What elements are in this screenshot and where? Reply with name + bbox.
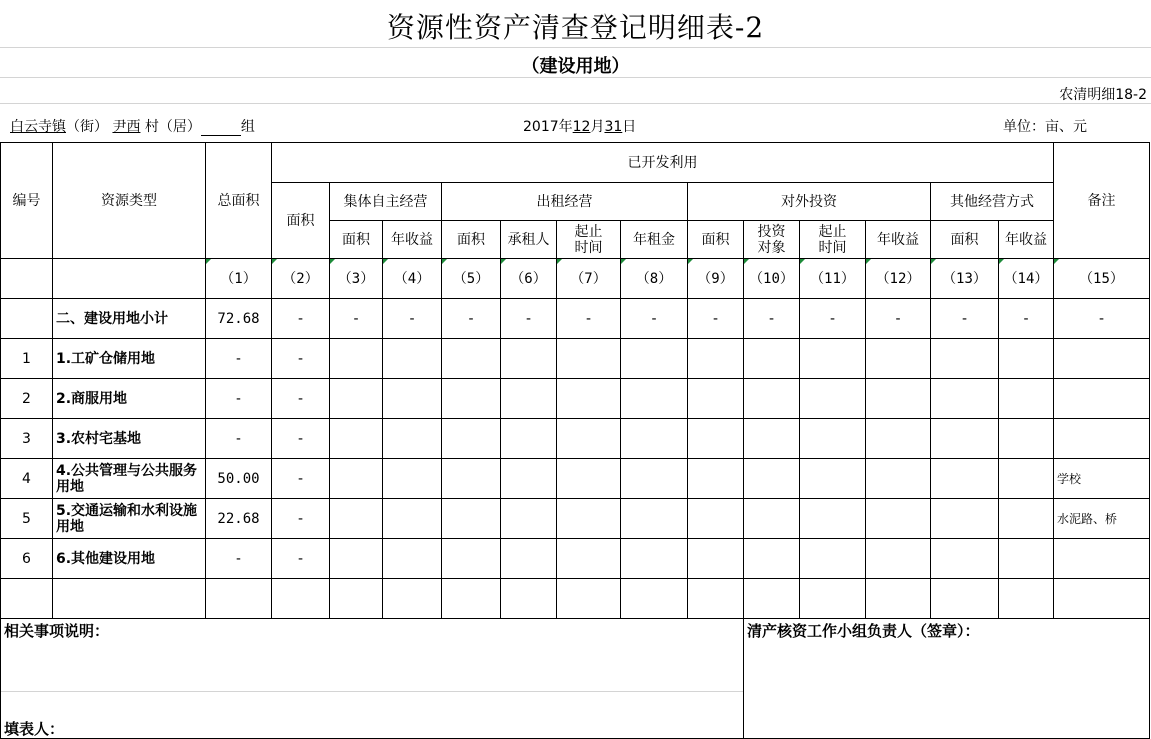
cell[interactable]	[557, 379, 621, 419]
subtotal-value: -	[501, 299, 557, 339]
row-area: -	[272, 539, 330, 579]
cell[interactable]	[442, 579, 501, 619]
header-inv-period-line1: 起止	[818, 223, 847, 240]
header-inv-target-line2: 对象	[757, 239, 786, 256]
column-number-row	[1, 259, 1150, 299]
cell[interactable]	[931, 459, 999, 499]
cell[interactable]	[931, 379, 999, 419]
cell[interactable]	[999, 459, 1054, 499]
row-id: 6	[1, 539, 53, 579]
row-type: 3.农村宅基地	[53, 419, 206, 459]
notes-label: 相关事项说明：	[4, 622, 110, 640]
filler-label: 填表人：	[4, 720, 65, 738]
cell[interactable]	[442, 539, 501, 579]
cell[interactable]	[442, 379, 501, 419]
cell[interactable]	[866, 459, 931, 499]
header-total: 总面积	[206, 143, 272, 259]
date-day-suffix: 日	[622, 119, 637, 135]
header-lessee: 承租人	[501, 221, 557, 259]
responsible-label: 清产核资工作小组负责人（签章）：	[747, 622, 980, 640]
subtotal-value: -	[800, 299, 866, 339]
row-total: -	[206, 539, 272, 579]
date-month-suffix: 月	[590, 119, 605, 135]
cell[interactable]	[501, 499, 557, 539]
cell[interactable]	[330, 579, 383, 619]
table-row	[1, 539, 1150, 579]
cell[interactable]	[383, 419, 442, 459]
cell[interactable]	[501, 459, 557, 499]
cell[interactable]	[501, 379, 557, 419]
cell[interactable]	[383, 579, 442, 619]
row-remark	[1054, 339, 1150, 379]
row-total: -	[206, 339, 272, 379]
subtotal-value: -	[931, 299, 999, 339]
header-inv-income: 年收益	[866, 221, 931, 259]
cell[interactable]	[800, 579, 866, 619]
responsible-cell[interactable]	[744, 619, 1150, 739]
table-row	[1, 339, 1150, 379]
cell[interactable]	[688, 339, 744, 379]
header-inv-target-line1: 投资	[757, 223, 786, 240]
cell[interactable]	[866, 539, 931, 579]
date-month: 12	[572, 119, 591, 135]
row-area: -	[272, 499, 330, 539]
table-row	[1, 459, 1150, 499]
header-lease-period-line1: 起止	[574, 223, 603, 240]
notes-cell[interactable]	[1, 619, 744, 739]
cell[interactable]	[999, 539, 1054, 579]
header-invest: 对外投资	[688, 183, 931, 221]
cell[interactable]	[442, 419, 501, 459]
cell[interactable]	[621, 379, 688, 419]
subtotal-value: -	[442, 299, 501, 339]
row-total: -	[206, 419, 272, 459]
row-type: 5.交通运输和水利设施用地	[53, 499, 206, 539]
cell[interactable]	[866, 379, 931, 419]
cell[interactable]	[330, 499, 383, 539]
row-type: 1.工矿仓储用地	[53, 339, 206, 379]
grid-line	[0, 103, 1151, 104]
header-self-op: 集体自主经营	[330, 183, 442, 221]
cell[interactable]	[383, 459, 442, 499]
cell[interactable]	[442, 339, 501, 379]
header-other: 其他经营方式	[931, 183, 1054, 221]
cell[interactable]	[931, 579, 999, 619]
cell[interactable]	[557, 539, 621, 579]
col-number: （15）	[1054, 259, 1150, 299]
cell[interactable]	[621, 339, 688, 379]
cell[interactable]	[383, 539, 442, 579]
row-type: 4.公共管理与公共服务用地	[53, 459, 206, 499]
cell[interactable]	[931, 539, 999, 579]
cell[interactable]	[866, 419, 931, 459]
subtotal-value: -	[688, 299, 744, 339]
subtotal-value: 72.68	[206, 299, 272, 339]
cell[interactable]	[330, 339, 383, 379]
cell[interactable]	[272, 579, 330, 619]
cell[interactable]	[744, 499, 800, 539]
cell[interactable]	[999, 339, 1054, 379]
cell[interactable]	[621, 419, 688, 459]
col-number: （14）	[999, 259, 1054, 299]
row-total: 50.00	[206, 459, 272, 499]
row-type: 2.商服用地	[53, 379, 206, 419]
row-id: 3	[1, 419, 53, 459]
cell[interactable]	[744, 539, 800, 579]
cell[interactable]	[330, 419, 383, 459]
row-remark: 水泥路、桥	[1054, 499, 1150, 539]
cell[interactable]	[621, 499, 688, 539]
header-inv-period-line2: 时间	[818, 239, 847, 256]
row-area: -	[272, 459, 330, 499]
cell[interactable]	[800, 339, 866, 379]
header-lease-period-line2: 时间	[574, 239, 603, 256]
col-number: （1）	[206, 259, 272, 299]
date-day: 31	[604, 119, 623, 135]
group-blank	[201, 121, 241, 136]
col-number: （9）	[688, 259, 744, 299]
cell[interactable]	[442, 499, 501, 539]
table-row	[1, 419, 1150, 459]
subtotal-value: -	[272, 299, 330, 339]
row-id: 5	[1, 499, 53, 539]
cell[interactable]	[383, 339, 442, 379]
subtotal-value: -	[621, 299, 688, 339]
cell[interactable]	[744, 419, 800, 459]
row-total: 22.68	[206, 499, 272, 539]
row-total: -	[206, 379, 272, 419]
subtotal-row	[1, 299, 1150, 339]
header-type: 资源类型	[53, 143, 206, 259]
row-remark	[1054, 419, 1150, 459]
subtotal-value: -	[1054, 299, 1150, 339]
cell[interactable]	[866, 499, 931, 539]
cell[interactable]	[1, 259, 53, 299]
cell[interactable]	[557, 499, 621, 539]
header-oth-income: 年收益	[999, 221, 1054, 259]
date-year-suffix: 年	[558, 119, 573, 135]
header-lease-period	[557, 221, 621, 259]
cell[interactable]	[557, 459, 621, 499]
header-remark: 备注	[1054, 143, 1150, 259]
cell[interactable]	[501, 539, 557, 579]
subtotal-value: -	[330, 299, 383, 339]
row-id: 2	[1, 379, 53, 419]
col-number: （13）	[931, 259, 999, 299]
header-self-income: 年收益	[383, 221, 442, 259]
cell[interactable]	[621, 539, 688, 579]
header-id: 编号	[1, 143, 53, 259]
cell[interactable]	[800, 539, 866, 579]
cell[interactable]	[1054, 579, 1150, 619]
col-number: （8）	[621, 259, 688, 299]
cell[interactable]	[999, 419, 1054, 459]
subtotal-value: -	[999, 299, 1054, 339]
cell[interactable]	[501, 579, 557, 619]
cell[interactable]	[53, 259, 206, 299]
row-type: 6.其他建设用地	[53, 539, 206, 579]
col-number: （7）	[557, 259, 621, 299]
cell[interactable]	[744, 339, 800, 379]
table-row	[1, 499, 1150, 539]
cell[interactable]	[330, 459, 383, 499]
cell[interactable]	[557, 579, 621, 619]
cell[interactable]	[999, 579, 1054, 619]
cell[interactable]	[931, 499, 999, 539]
town-suffix: （街）	[66, 119, 108, 135]
cell[interactable]	[688, 499, 744, 539]
cell[interactable]	[688, 379, 744, 419]
cell[interactable]	[744, 459, 800, 499]
cell[interactable]	[800, 499, 866, 539]
cell[interactable]	[206, 579, 272, 619]
page-subtitle: （建设用地）	[521, 56, 630, 77]
cell[interactable]	[931, 419, 999, 459]
col-number: （10）	[744, 259, 800, 299]
table-row	[1, 379, 1150, 419]
cell[interactable]	[557, 339, 621, 379]
col-number: （3）	[330, 259, 383, 299]
header-developed: 已开发利用	[272, 143, 1054, 183]
header-self-area: 面积	[330, 221, 383, 259]
header-inv-area: 面积	[688, 221, 744, 259]
cell[interactable]	[931, 339, 999, 379]
cell[interactable]	[442, 459, 501, 499]
subtotal-value: -	[557, 299, 621, 339]
header-lease-rent: 年租金	[621, 221, 688, 259]
report-date	[523, 116, 636, 136]
cell[interactable]	[744, 379, 800, 419]
header-lease: 出租经营	[442, 183, 688, 221]
empty-row	[1, 579, 1150, 619]
cell[interactable]	[501, 419, 557, 459]
row-id: 1	[1, 339, 53, 379]
col-number: （5）	[442, 259, 501, 299]
col-number: （11）	[800, 259, 866, 299]
town-name: 白云寺镇	[10, 119, 66, 135]
subtotal-value: -	[866, 299, 931, 339]
cell[interactable]	[330, 539, 383, 579]
cell[interactable]	[688, 579, 744, 619]
form-code: 农清明细18-2	[1059, 87, 1147, 103]
cell[interactable]	[688, 459, 744, 499]
location-line	[10, 116, 255, 136]
header-inv-period	[800, 221, 866, 259]
cell[interactable]	[744, 579, 800, 619]
cell[interactable]	[688, 539, 744, 579]
grid-line	[0, 47, 1151, 48]
row-area: -	[272, 379, 330, 419]
cell[interactable]	[999, 499, 1054, 539]
date-year: 2017	[523, 119, 559, 135]
col-number: （12）	[866, 259, 931, 299]
header-area: 面积	[272, 183, 330, 259]
cell[interactable]	[800, 419, 866, 459]
header-oth-area: 面积	[931, 221, 999, 259]
asset-table	[0, 142, 1150, 739]
subtotal-value: -	[383, 299, 442, 339]
grid-line	[1, 691, 743, 692]
cell[interactable]	[1, 579, 53, 619]
cell[interactable]	[1, 299, 53, 339]
row-remark: 学校	[1054, 459, 1150, 499]
village-name: 尹西	[112, 119, 141, 135]
group-suffix: 组	[240, 119, 255, 135]
row-area: -	[272, 419, 330, 459]
cell[interactable]	[866, 339, 931, 379]
cell[interactable]	[800, 379, 866, 419]
cell[interactable]	[688, 419, 744, 459]
cell[interactable]	[621, 579, 688, 619]
header-inv-target	[744, 221, 800, 259]
village-suffix: 村（居）	[144, 119, 201, 135]
header-lease-area: 面积	[442, 221, 501, 259]
cell[interactable]	[501, 339, 557, 379]
row-remark	[1054, 539, 1150, 579]
subtotal-value: -	[744, 299, 800, 339]
row-area: -	[272, 339, 330, 379]
cell[interactable]	[53, 579, 206, 619]
row-id: 4	[1, 459, 53, 499]
page-title: 资源性资产清查登记明细表-2	[386, 11, 765, 44]
col-number: （6）	[501, 259, 557, 299]
cell[interactable]	[621, 459, 688, 499]
unit-label: 单位：亩、元	[1003, 119, 1087, 135]
col-number: （2）	[272, 259, 330, 299]
cell[interactable]	[866, 579, 931, 619]
subtotal-label: 二、建设用地小计	[53, 299, 206, 339]
col-number: （4）	[383, 259, 442, 299]
cell[interactable]	[999, 379, 1054, 419]
cell[interactable]	[800, 459, 866, 499]
footer-row	[1, 619, 1150, 739]
cell[interactable]	[557, 419, 621, 459]
cell[interactable]	[383, 499, 442, 539]
cell[interactable]	[383, 379, 442, 419]
row-remark	[1054, 379, 1150, 419]
cell[interactable]	[330, 379, 383, 419]
